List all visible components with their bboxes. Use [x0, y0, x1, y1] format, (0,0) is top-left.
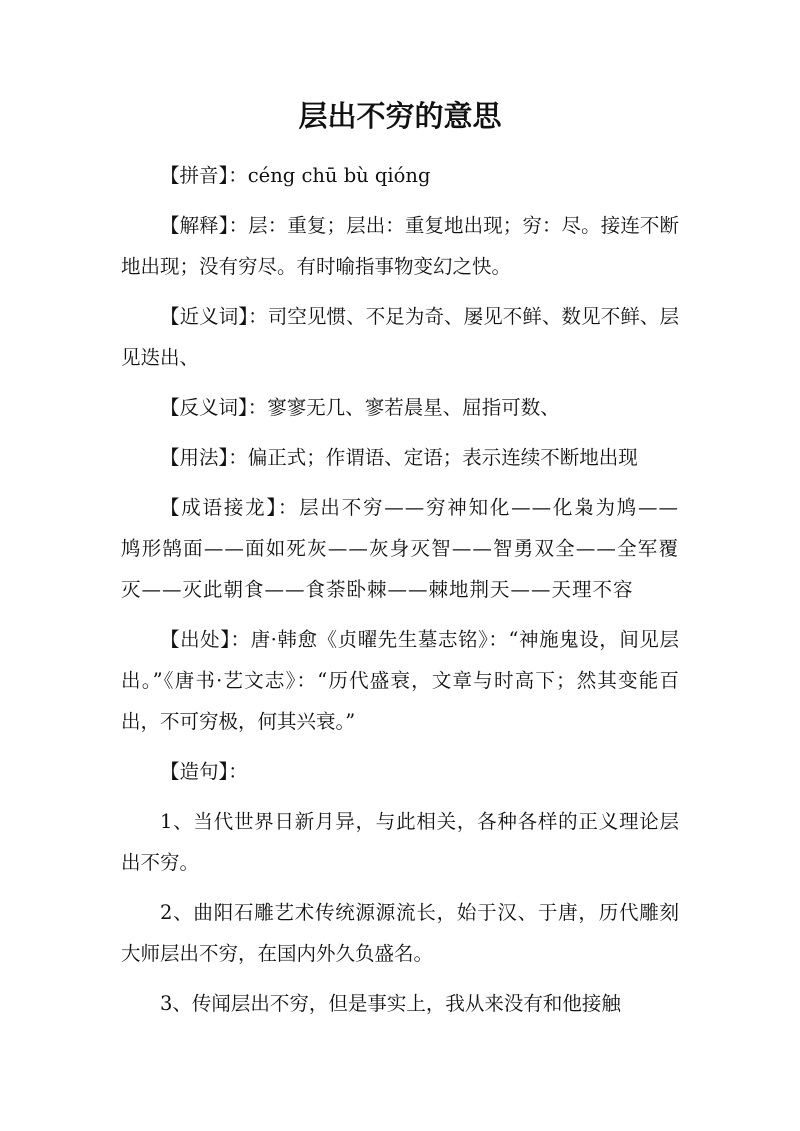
explanation-paragraph: 【解释】：层：重复；层出：重复地出现；穷：尽。接连不断地出现；没有穷尽。有时喻指事物变幻之快。 — [121, 214, 679, 278]
example-heading: 【造句】： — [160, 760, 248, 783]
synonyms-paragraph: 【近义词】：司空见惯、不足为奇、屡见不鲜、数见不鲜、层见迭出、 — [121, 305, 679, 369]
antonyms-paragraph: 【反义词】：寥寥无几、寥若晨星、屈指可数、 — [160, 396, 560, 419]
example-sentence-1: 1、当代世界日新月异，与此相关，各种各样的正义理论层出不穷。 — [121, 810, 679, 874]
idiom-chain-paragraph: 【成语接龙】：层出不穷——穷神知化——化枭为鸠——鸠形鹄面——面如死灰——灰身灭智——智勇双全——全军覆灭——灭此朝食——食荼卧棘——棘地荆天——天理不容 — [121, 496, 679, 601]
page-title: 层出不穷的意思 — [298, 99, 502, 133]
usage-paragraph: 【用法】：偏正式；作谓语、定语；表示连续不断地出现 — [160, 446, 638, 469]
pinyin-paragraph: 【拼音】：céng chū bù qióng — [160, 164, 431, 187]
document-body — [121, 155, 679, 1033]
source-paragraph: 【出处】：唐·韩愈《贞曜先生墓志铭》：“神施鬼设，间见层出。”《唐书·艺文志》：“历代盛衰，文章与时高下；然其变能百出，不可穷极，何其兴衰。” — [121, 628, 679, 733]
example-sentence-2: 2、曲阳石雕艺术传统源源流长，始于汉、于唐，历代雕刻大师层出不穷，在国内外久负盛名。 — [121, 901, 679, 965]
example-sentence-3: 3、传闻层出不穷，但是事实上，我从来没有和他接触 — [160, 992, 621, 1015]
